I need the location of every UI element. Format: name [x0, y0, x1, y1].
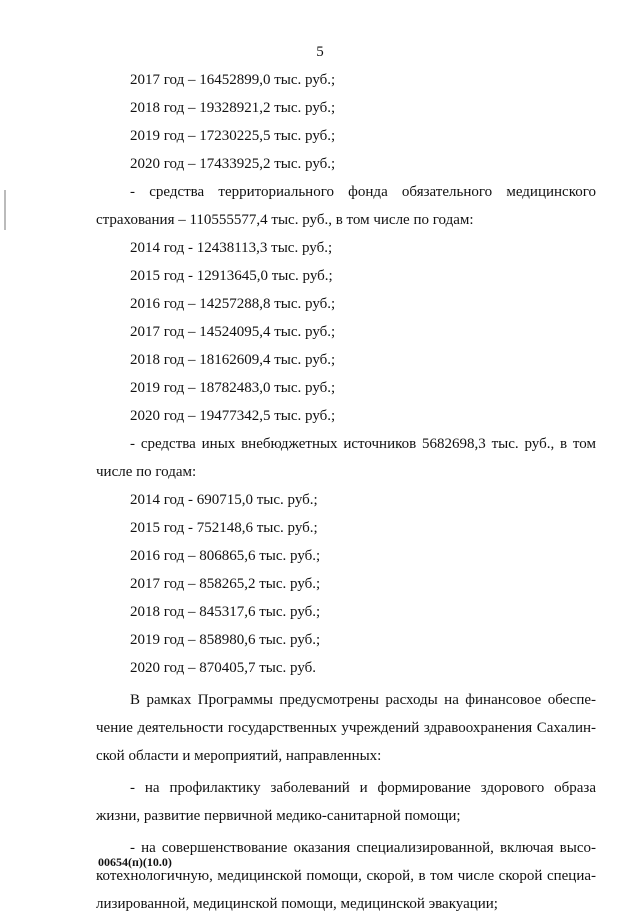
other-line-2020: 2020 год – 870405,7 тыс. руб.	[130, 660, 317, 676]
document-body	[96, 66, 596, 918]
prevention-line-1: - на профилактику заболеваний и формирование здорового образа	[130, 780, 596, 796]
other-line-2018: 2018 год – 845317,6 тыс. руб.;	[130, 604, 321, 620]
tfoms-line-2019: 2019 год – 18782483,0 тыс. руб.;	[130, 380, 336, 396]
tfoms-line-2016: 2016 год – 14257288,8 тыс. руб.;	[130, 296, 336, 312]
specialized-care-paragraph	[96, 834, 596, 918]
tfoms-line-2: страхования – 110555577,4 тыс. руб., в том числе по годам:	[96, 212, 474, 228]
other-sources-line-1: - средства иных внебюджетных источников 5682698,3 тыс. руб., в том	[130, 436, 596, 452]
other-sources-paragraph	[96, 430, 596, 486]
specialized-line-3: лизированной, медицинской помощи, медицинской эвакуации;	[96, 896, 498, 912]
program-line-3: ской области и мероприятий, направленных:	[96, 748, 382, 764]
prevention-line-2: жизни, развитие первичной медико-санитарной помощи;	[96, 808, 461, 824]
page-number: 5	[316, 44, 324, 60]
program-paragraph	[96, 686, 596, 770]
tfoms-line-2018: 2018 год – 18162609,4 тыс. руб.;	[130, 352, 336, 368]
other-line-2019: 2019 год – 858980,6 тыс. руб.;	[130, 632, 321, 648]
document-code: 00654(п)(10.0)	[98, 855, 172, 869]
other-sources-line-2: числе по годам:	[96, 464, 197, 480]
other-line-2014: 2014 год - 690715,0 тыс. руб.;	[130, 492, 318, 508]
tfoms-line-2015: 2015 год - 12913645,0 тыс. руб.;	[130, 268, 333, 284]
other-line-2016: 2016 год – 806865,6 тыс. руб.;	[130, 548, 321, 564]
tfoms-line-1: - средства территориального фонда обязательного медицинского	[130, 184, 596, 200]
specialized-line-1: - на совершенствование оказания специализированной, включая высо-	[130, 840, 596, 856]
funding-line-2019: 2019 год – 17230225,5 тыс. руб.;	[130, 128, 336, 144]
program-line-1: В рамках Программы предусмотрены расходы на финансовое обеспе-	[130, 692, 596, 708]
tfoms-line-2020: 2020 год – 19477342,5 тыс. руб.;	[130, 408, 336, 424]
other-line-2017: 2017 год – 858265,2 тыс. руб.;	[130, 576, 321, 592]
funding-line-2018: 2018 год – 19328921,2 тыс. руб.;	[130, 100, 336, 116]
tfoms-line-2014: 2014 год - 12438113,3 тыс. руб.;	[130, 240, 333, 256]
specialized-line-2: котехнологичную, медицинской помощи, скорой, в том числе скорой специа-	[96, 868, 596, 884]
other-line-2015: 2015 год - 752148,6 тыс. руб.;	[130, 520, 318, 536]
funding-line-2017: 2017 год – 16452899,0 тыс. руб.;	[130, 72, 336, 88]
prevention-paragraph	[96, 774, 596, 830]
tfoms-line-2017: 2017 год – 14524095,4 тыс. руб.;	[130, 324, 336, 340]
program-line-2: чение деятельности государственных учреждений здравоохранения Сахалин-	[96, 720, 596, 736]
scan-margin-mark	[4, 190, 6, 230]
funding-line-2020: 2020 год – 17433925,2 тыс. руб.;	[130, 156, 336, 172]
tfoms-paragraph	[96, 178, 596, 234]
